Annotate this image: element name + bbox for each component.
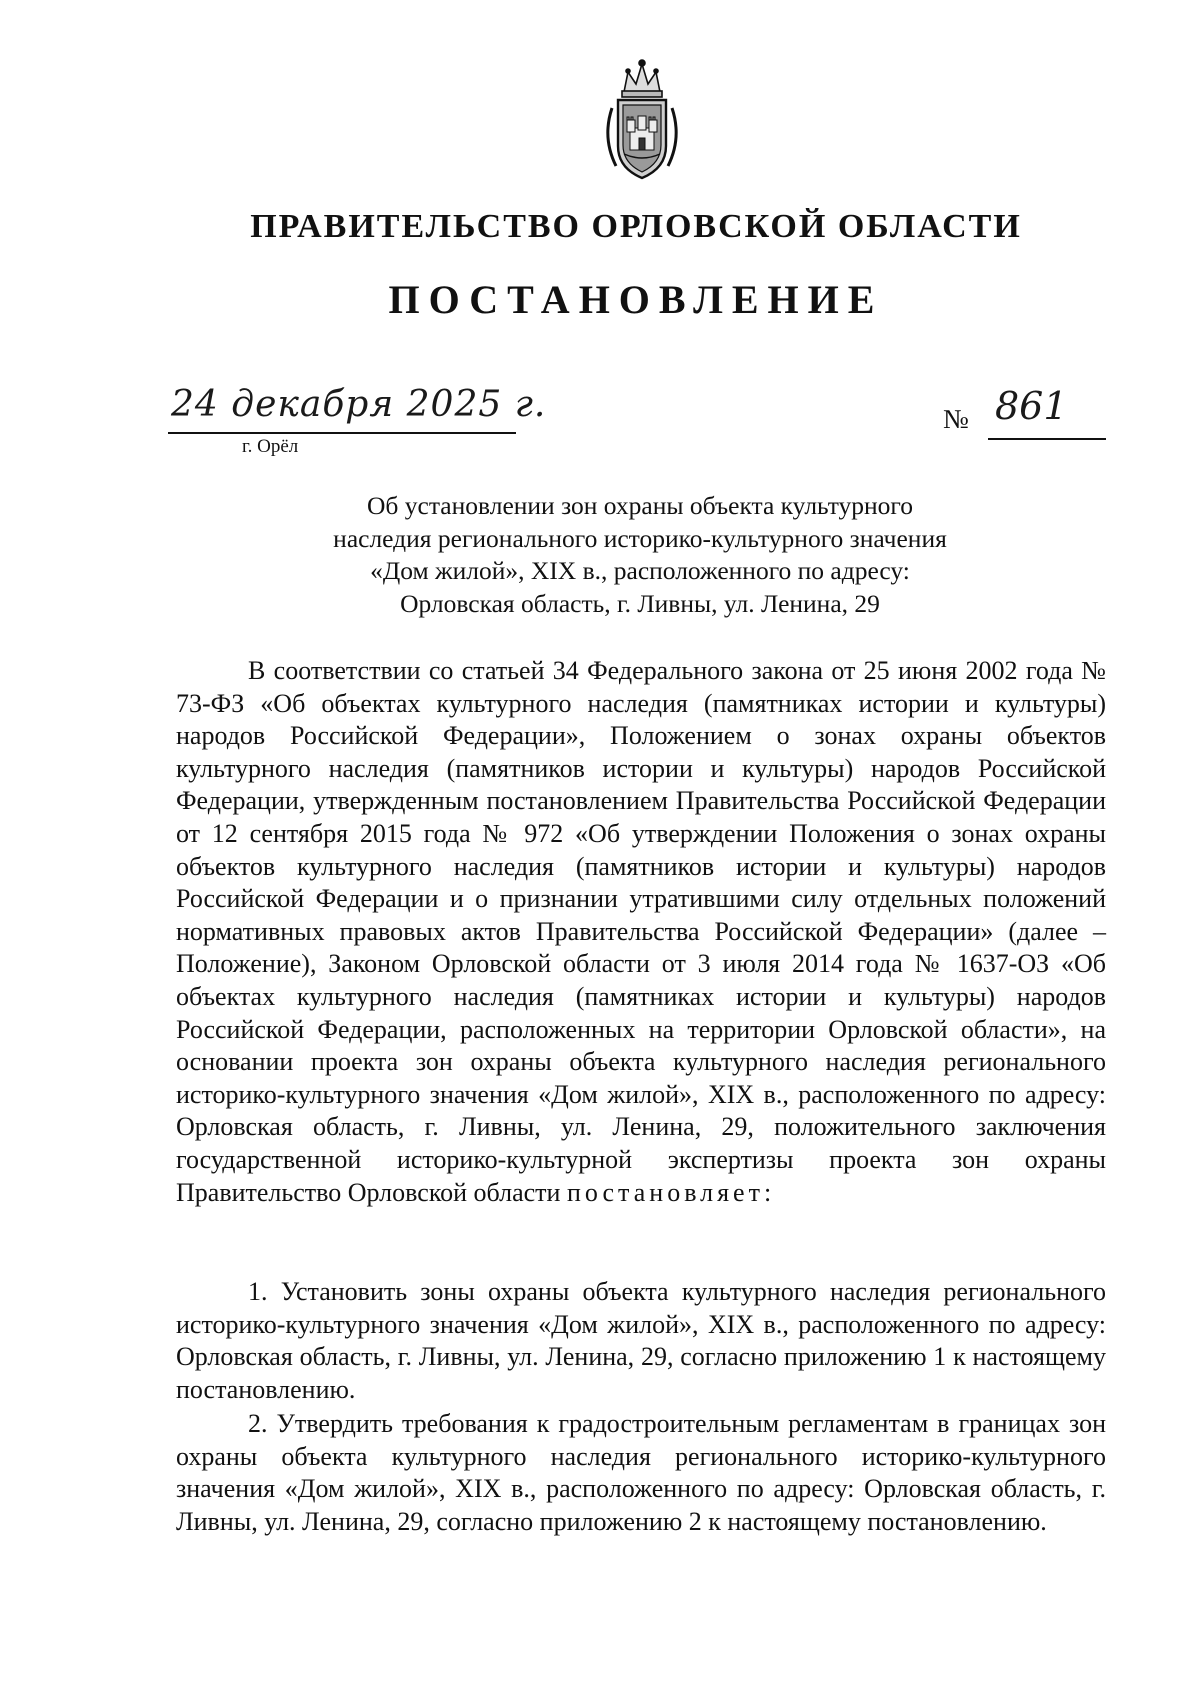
handwritten-date: 24 декабря 2025 г. (171, 384, 547, 425)
date-underline (168, 432, 516, 434)
subject-line: Орловская область, г. Ливны, ул. Ленина, 29 (400, 588, 880, 618)
item-1-text: 1. Установить зоны охраны объекта культурного наследия регионального историко-культурного значения «Дом жилой», XIX в., расположенного по адресу: Орловская область, г. Ливны, ул. Ленина, 29, согласно приложению 1 к настоящему постановлению. (176, 1277, 1106, 1404)
item-2-text: 2. Утвердить требования к градостроительным регламентам в границах зон охраны объекта культурного наследия регионального историко-культурного значения «Дом жилой», XIX в., расположенного по адресу: Орловская область, г. Ливны, ул. Ленина, 29, согласно приложению 2 к настоящему постановлению. (176, 1409, 1106, 1536)
item-1-paragraph (176, 1276, 1106, 1406)
document-type-title: ПОСТАНОВЛЕНИЕ (388, 277, 884, 322)
preamble-text: В соответствии со статьей 34 Федерального закона от 25 июня 2002 года № 73-ФЗ «Об объектах культурного наследия (памятниках истории и культуры) народов Российской Федерации», Положением о зонах охраны объектов культурного наследия (памятников истории и культуры) народов Российской Федерации, утвержденным постановлением Правительства Российской Федерации от 12 сентября 2015 года № 972 «Об утверждении Положения о зонах охраны объектов культурного наследия (памятников истории и культуры) народов Российской Федерации и о признании утратившими силу отдельных положений нормативных правовых актов Правительства Российской Федерации» (далее – Положение), Законом Орловской области от 3 июля 2014 года № 1637-ОЗ «Об объектах культурного наследия (памятниках истории и культуры) народов Российской Федерации, расположенных на территории Орловской области», на основании проекта зон охраны объекта культурного наследия регионального историко-культурного значения «Дом жилой», XIX в., расположенного по адресу: Орловская область, г. Ливны, ул. Ленина, 29, положительного заключения государственной историко-культурной экспертизы проекта зон охраны Правительство Орловской области (176, 656, 1106, 1207)
decree-word: постановляет: (566, 1177, 776, 1207)
number-label: № (943, 404, 969, 434)
city-label: г. Орёл (242, 436, 299, 457)
handwritten-number: 861 (995, 384, 1068, 428)
preamble-paragraph (176, 655, 1106, 1209)
item-2-paragraph (176, 1408, 1106, 1538)
subject-line: Об установлении зон охраны объекта культурного (367, 491, 913, 520)
organization-title: ПРАВИТЕЛЬСТВО ОРЛОВСКОЙ ОБЛАСТИ (250, 208, 1022, 245)
subject-line: «Дом жилой», XIX в., расположенного по адресу: (370, 556, 910, 585)
document-subject (200, 490, 1080, 620)
number-underline (988, 438, 1106, 440)
coat-of-arms-icon (594, 58, 690, 182)
subject-line: наследия регионального историко-культурного значения (333, 523, 947, 553)
